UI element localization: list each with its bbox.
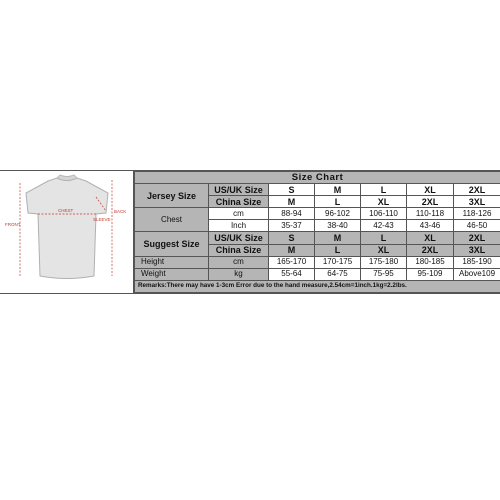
height-cell: 165-170 [269, 256, 315, 268]
chart-title: Size Chart [135, 172, 500, 184]
chest-inch-cell: 46-50 [454, 220, 500, 232]
china-size-cell: 2XL [407, 196, 454, 208]
chest-cm-cell: 118-126 [454, 208, 500, 220]
remarks-text: Remarks:There may have 1-3cm Error due to the hand measure,2.54cm=1inch.1kg=2.2lbs. [135, 280, 500, 292]
us-uk-size-label: US/UK Size [209, 184, 269, 196]
us-size-cell: 2XL [454, 232, 500, 244]
chest-cm-cell: 110-118 [407, 208, 454, 220]
weight-cell: 95-109 [407, 268, 454, 280]
us-size-cell: S [269, 184, 315, 196]
us-size-cell: XL [407, 232, 454, 244]
china-size-cell: M [269, 244, 315, 256]
us-size-cell: L [361, 184, 407, 196]
weight-cell: 55-64 [269, 268, 315, 280]
us-size-cell: L [361, 232, 407, 244]
size-chart-table [134, 171, 500, 293]
height-cell: 170-175 [315, 256, 361, 268]
weight-label: Weight [135, 268, 209, 280]
weight-unit: kg [209, 268, 269, 280]
china-size-cell: M [269, 196, 315, 208]
us-size-cell: M [315, 232, 361, 244]
jersey-diagram [0, 171, 133, 293]
jersey-us-row [135, 184, 500, 196]
suggest-size-label: Suggest Size [135, 232, 209, 256]
suggest-us-row [135, 232, 500, 244]
jersey-illustration [0, 171, 134, 293]
chest-inch-cell: 42-43 [361, 220, 407, 232]
back-label: BACK [114, 209, 127, 214]
height-row [135, 256, 500, 268]
china-size-cell: 3XL [454, 196, 500, 208]
us-size-cell: M [315, 184, 361, 196]
jersey-body-shape [26, 178, 108, 279]
china-size-cell: L [315, 196, 361, 208]
jersey-collar-shape [57, 175, 77, 181]
weight-row [135, 268, 500, 280]
chest-label: Chest [135, 208, 209, 232]
china-size-cell: XL [361, 244, 407, 256]
title-row [135, 172, 500, 184]
chest-inch-unit: Inch [209, 220, 269, 232]
china-size-cell: 3XL [454, 244, 500, 256]
chest-cm-row [135, 208, 500, 220]
height-cell: 185-190 [454, 256, 500, 268]
china-size-cell: XL [361, 196, 407, 208]
height-cell: 180-185 [407, 256, 454, 268]
us-size-cell: XL [407, 184, 454, 196]
china-size-label: China Size [209, 244, 269, 256]
us-size-cell: 2XL [454, 184, 500, 196]
chest-cm-cell: 96-102 [315, 208, 361, 220]
weight-cell: 64-75 [315, 268, 361, 280]
front-label: FRONT [5, 222, 21, 227]
chest-label: CHEST [58, 208, 74, 213]
us-size-cell: S [269, 232, 315, 244]
chest-inch-cell: 43-46 [407, 220, 454, 232]
us-uk-size-label: US/UK Size [209, 232, 269, 244]
weight-cell: 75-95 [361, 268, 407, 280]
china-size-cell: L [315, 244, 361, 256]
remarks-row [135, 280, 500, 292]
chest-inch-cell: 35-37 [269, 220, 315, 232]
height-label: Height [135, 256, 209, 268]
sleeve-label: SLEEVE [93, 217, 111, 222]
weight-cell: Above109 [454, 268, 500, 280]
height-cell: 175-180 [361, 256, 407, 268]
height-unit: cm [209, 256, 269, 268]
china-size-label: China Size [209, 196, 269, 208]
chest-inch-cell: 38-40 [315, 220, 361, 232]
size-chart-panel [0, 170, 500, 294]
chest-cm-cell: 88-94 [269, 208, 315, 220]
chest-cm-cell: 106-110 [361, 208, 407, 220]
chest-cm-unit: cm [209, 208, 269, 220]
china-size-cell: 2XL [407, 244, 454, 256]
jersey-size-label: Jersey Size [135, 184, 209, 208]
